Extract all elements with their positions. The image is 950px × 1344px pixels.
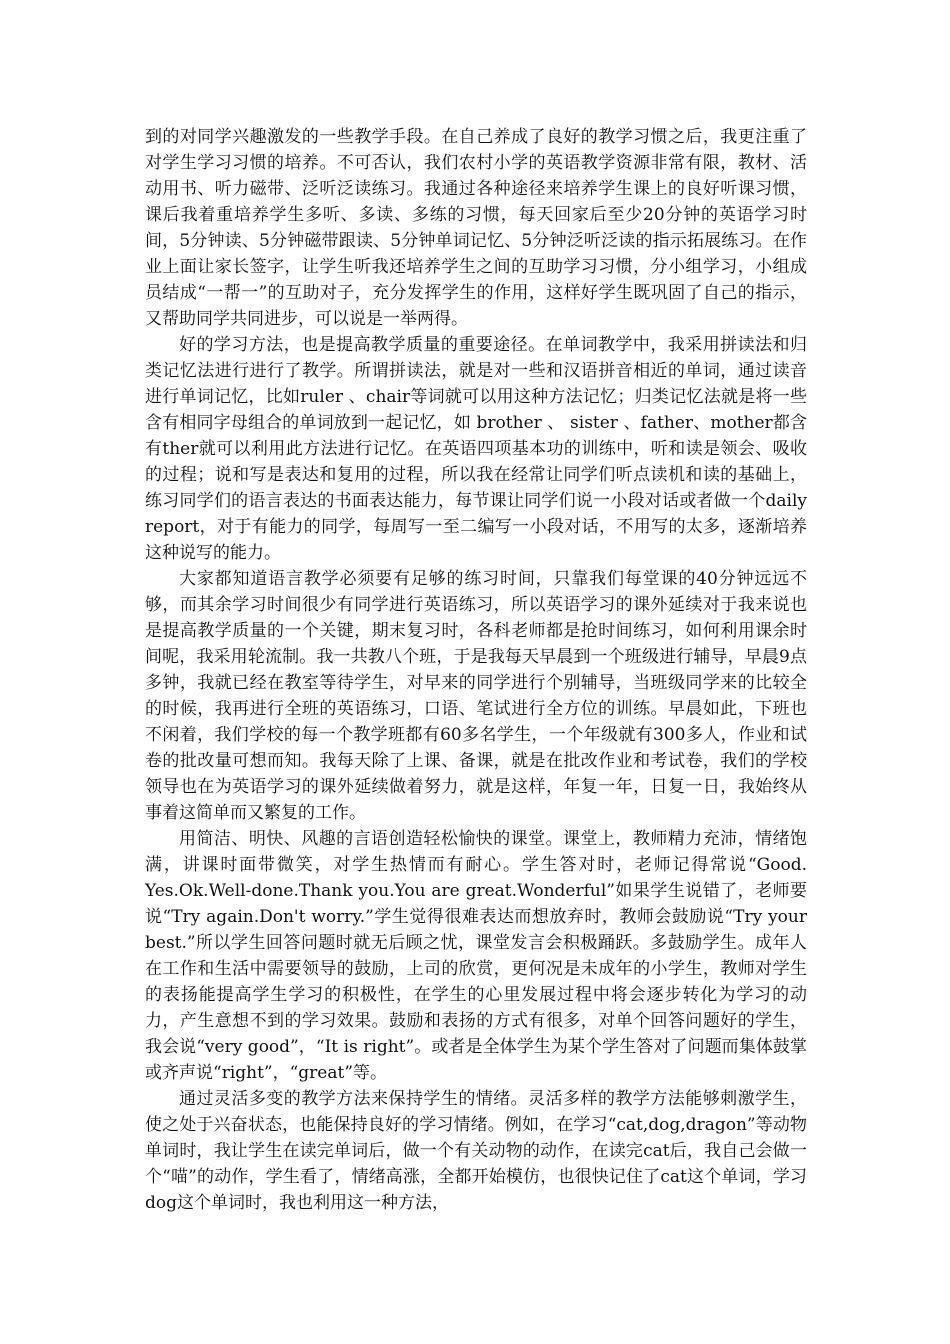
paragraph-habits: 到的对同学兴趣激发的一些教学手段。在自己养成了良好的教学习惯之后，我更注重了对学生学习习惯的培养。不可否认，我们农村小学的英语教学资源非常有限，教材、活动用书、听力磁带、泛听泛读练习。我通过各种途径来培养学生课上的良好听课习惯，课后我着重培养学生多听、多读、多练的习惯，每天回家后至少20分钟的英语学习时间，5分钟读、5分钟磁带跟读、5分钟单词记忆、5分钟泛听泛读的指示拓展练习。在作业上面让家长签字，让学生听我还培养学生之间的互助学习习惯，分小组学习，小组成员结成“一帮一”的互助对子，充分发挥学生的作用，这样好学生既巩固了自己的指示，又帮助同学共同进步，可以说是一举两得。 — [145, 127, 807, 329]
paragraph-flexible-methods: 通过灵活多变的教学方法来保持学生的情绪。灵活多样的教学方法能够刺激学生，使之处于兴奋状态，也能保持良好的学习情绪。例如，在学习“cat,dog,dragon”等动物单词时，我让学生在读完单词后，做一个有关动物的动作，在读完cat后，我自己会做一个“喵”的动作，学生看了，情绪高涨，全都开始模仿，也很快记住了cat这个单词，学习dog这个单词时，我也利用这一种方法， — [145, 1089, 807, 1213]
body-text — [145, 124, 807, 1216]
paragraph-classroom-language: 用简洁、明快、风趣的言语创造轻松愉快的课堂。课堂上，教师精力充沛，情绪饱满，讲课时面带微笑，对学生热情而有耐心。学生答对时，老师记得常说“Good. Yes.Ok.Well-done.Thank you.You are great.Wonderful”如果学生说错了，老师要说“Try again.Don't worry.”学生觉得很难表达而想放弃时，教师会鼓励说“Try your best.”所以学生回答问题时就无后顾之忧，课堂发言会积极踊跃。多鼓励学生。成年人在工作和生活中需要领导的鼓励，上司的欣赏，更何况是未成年的小学生，教师对学生的表扬能提高学生学习的积极性，在学生的心里发展过程中将会逐步转化为学习的动力，产生意想不到的学习效果。鼓励和表扬的方式有很多，对单个回答问题好的学生，我会说“very good”，“It is right”。或者是全体学生为某个学生答对了问题而集体鼓掌或齐声说“right”，“great”等。 — [145, 829, 807, 1083]
paragraph-learning-methods: 好的学习方法，也是提高教学质量的重要途径。在单词教学中，我采用拼读法和归类记忆法进行进行了教学。所谓拼读法，就是对一些和汉语拼音相近的单词，通过读音进行单词记忆，比如ruler 、chair等词就可以用这种方法记忆；归类记忆法就是将一些含有相同字母组合的单词放到一起记忆，如 brother 、 sister 、father、mother都含有ther就可以利用此方法进行记忆。在英语四项基本功的训练中，听和读是领会、吸收的过程；说和写是表达和复用的过程，所以我在经常让同学们听点读机和读的基础上，练习同学们的语言表达的书面表达能力，每节课让同学们说一小段对话或者做一个daily report，对于有能力的同学，每周写一至二编写一小段对话，不用写的太多，逐渐培养这种说写的能力。 — [145, 335, 807, 563]
paragraph-practice-time: 大家都知道语言教学必须要有足够的练习时间，只靠我们每堂课的40分钟远远不够，而其余学习时间很少有同学进行英语练习，所以英语学习的课外延续对于我来说也是提高教学质量的一个关键，期末复习时，各科老师都是抢时间练习，如何利用课余时间呢，我采用轮流制。我一共教八个班，于是我每天早晨到一个班级进行辅导，早晨9点多钟，我就已经在教室等待学生，对早来的同学进行个别辅导，当班级同学来的比较全的时候，我再进行全班的英语练习，口语、笔试进行全方位的训练。早晨如此，下班也不闲着，我们学校的每一个教学班都有60多名学生，一个年级就有300多人，作业和试卷的批改量可想而知。我每天除了上课、备课，就是在批改作业和考试卷，我们的学校领导也在为英语学习的课外延续做着努力，就是这样，年复一年，日复一日，我始终从事着这简单而又繁复的工作。 — [145, 569, 807, 823]
